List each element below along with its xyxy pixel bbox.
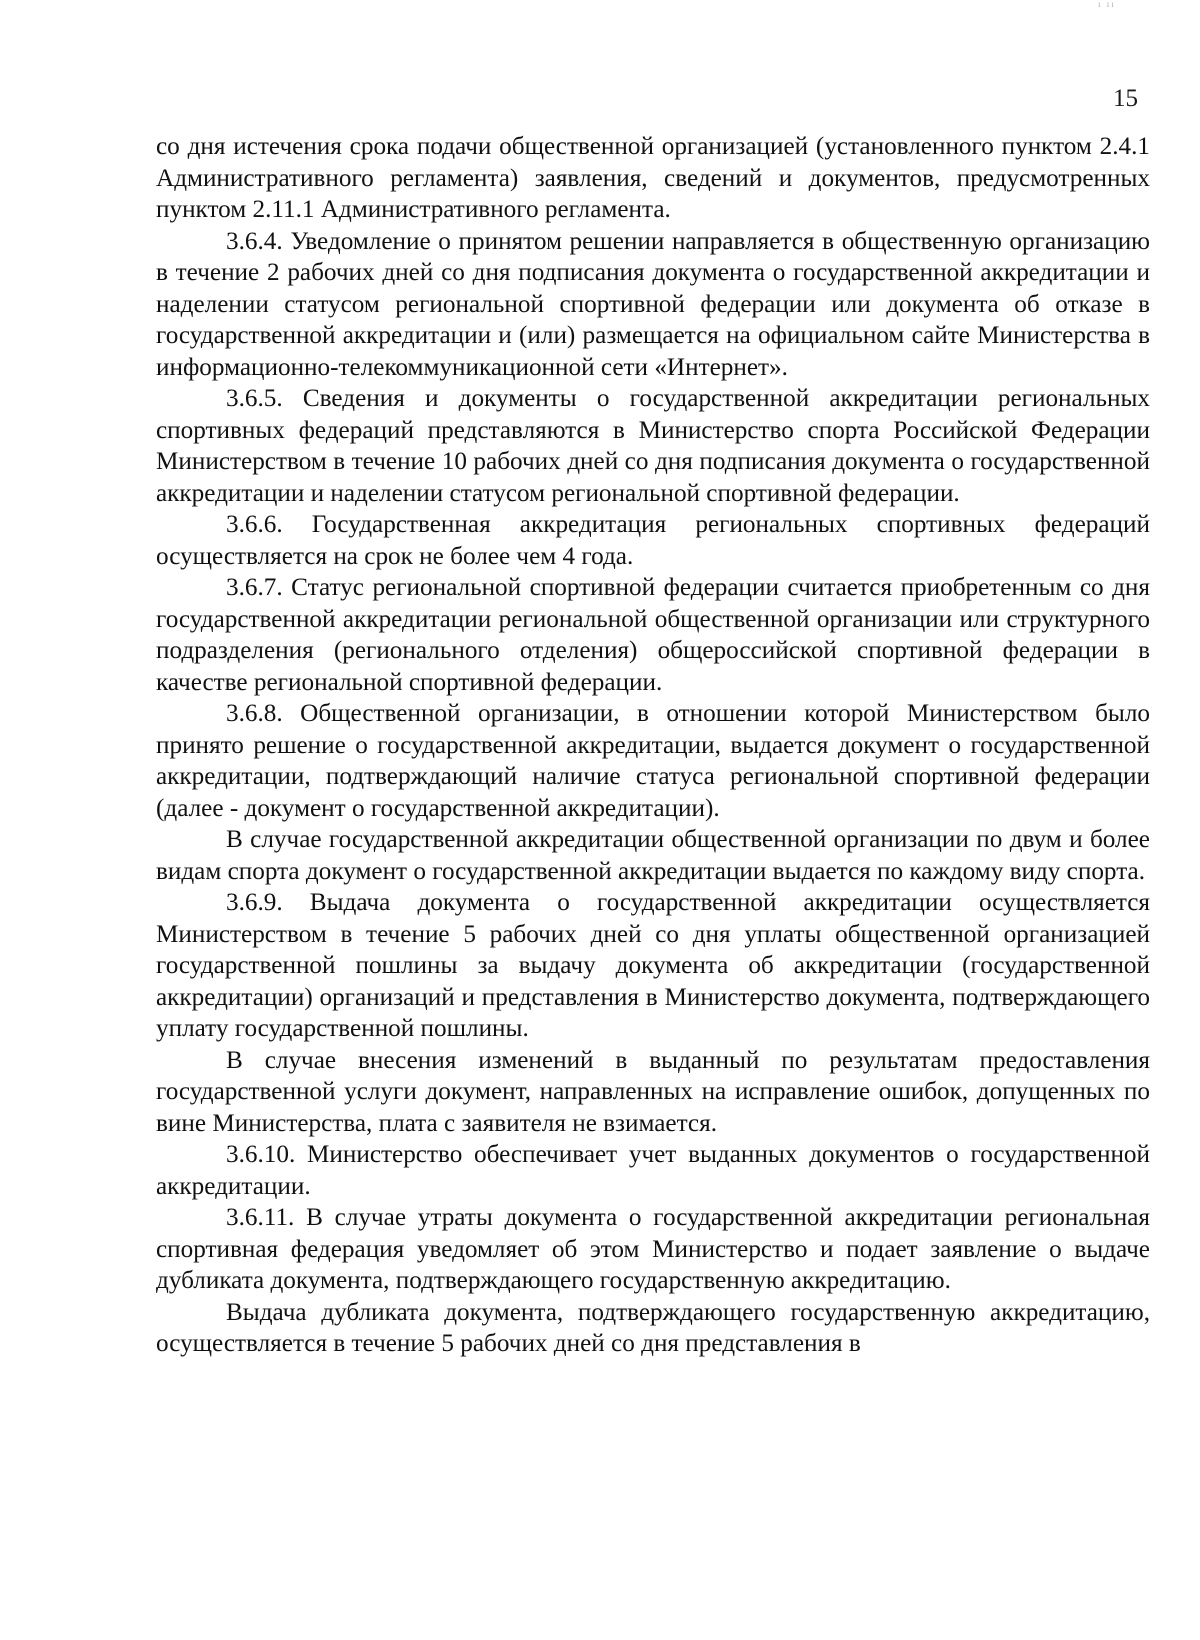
- paragraph-3-6-8-sports-kinds: В случае государственной аккредитации общественной организации по двум и более видам спорта документ о государственной аккредитации выдается по каждому виду спорта.: [156, 826, 1150, 885]
- paragraph-3-6-9-corrections: В случае внесения изменений в выданный по результатам предоставления государственной услуги документ, направленных на исправление ошибок, допущенных по вине Министерства, плата с заявителя не взимается.: [156, 1046, 1150, 1137]
- paragraph-duplicate-issuance: Выдача дубликата документа, подтверждающего государственную аккредитацию, осуществляется в течение 5 рабочих дней со дня представления в: [156, 1298, 1150, 1357]
- paragraph-3-6-8: 3.6.8. Общественной организации, в отношении которой Министерством было принято решение о государственной аккредитации, выдается документ о государственной аккредитации, подтверждающий наличие статуса региональной спортивной федерации (далее - документ о государственной аккредитации).: [156, 700, 1150, 822]
- paragraph-continuation: со дня истечения срока подачи общественной организацией (установленного пунктом 2.4.1 Административного регламента) заявления, сведений и документов, предусмотренных пунктом 2.11.1 Административного регламента.: [156, 133, 1150, 223]
- scan-artifact: ı ıı: [1098, 0, 1116, 9]
- paragraph-3-6-7: 3.6.7. Статус региональной спортивной федерации считается приобретенным со дня государственной аккредитации региональной общественной организации или структурного подразделения (регионального отделения) общероссийской спортивной федерации в качестве региональной спортивной федерации.: [156, 574, 1150, 696]
- paragraph-3-6-11: 3.6.11. В случае утраты документа о государственной аккредитации региональная спортивная федерация уведомляет об этом Министерство и подает заявление о выдаче дубликата документа, подтверждающего государственную аккредитацию.: [156, 1204, 1150, 1294]
- paragraph-3-6-10: 3.6.10. Министерство обеспечивает учет выданных документов о государственной аккредитации.: [156, 1141, 1150, 1200]
- paragraph-3-6-4: 3.6.4. Уведомление о принятом решении направляется в общественную организацию в течение 2 рабочих дней со дня подписания документа о государственной аккредитации и наделении статусом региональной спортивной федерации или документа об отказе в государственной аккредитации и (или) размещается на официальном сайте Министерства в информационно-телекоммуникационной сети «Интернет».: [156, 227, 1150, 381]
- page-number: 15: [1113, 85, 1138, 112]
- document-body: [156, 131, 1150, 1360]
- paragraph-3-6-6: 3.6.6. Государственная аккредитация региональных спортивных федераций осуществляется на срок не более чем 4 года.: [156, 511, 1150, 570]
- paragraph-3-6-5: 3.6.5. Сведения и документы о государственной аккредитации региональных спортивных федераций представляются в Министерство спорта Российской Федерации Министерством в течение 10 рабочих дней со дня подписания документа о государственной аккредитации и наделении статусом региональной спортивной федерации.: [156, 385, 1150, 507]
- paragraph-3-6-9: 3.6.9. Выдача документа о государственной аккредитации осуществляется Министерством в течение 5 рабочих дней со дня уплаты общественной организацией государственной пошлины за выдачу документа об аккредитации (государственной аккредитации) организаций и представления в Министерство документа, подтверждающего уплату государственной пошлины.: [156, 889, 1150, 1042]
